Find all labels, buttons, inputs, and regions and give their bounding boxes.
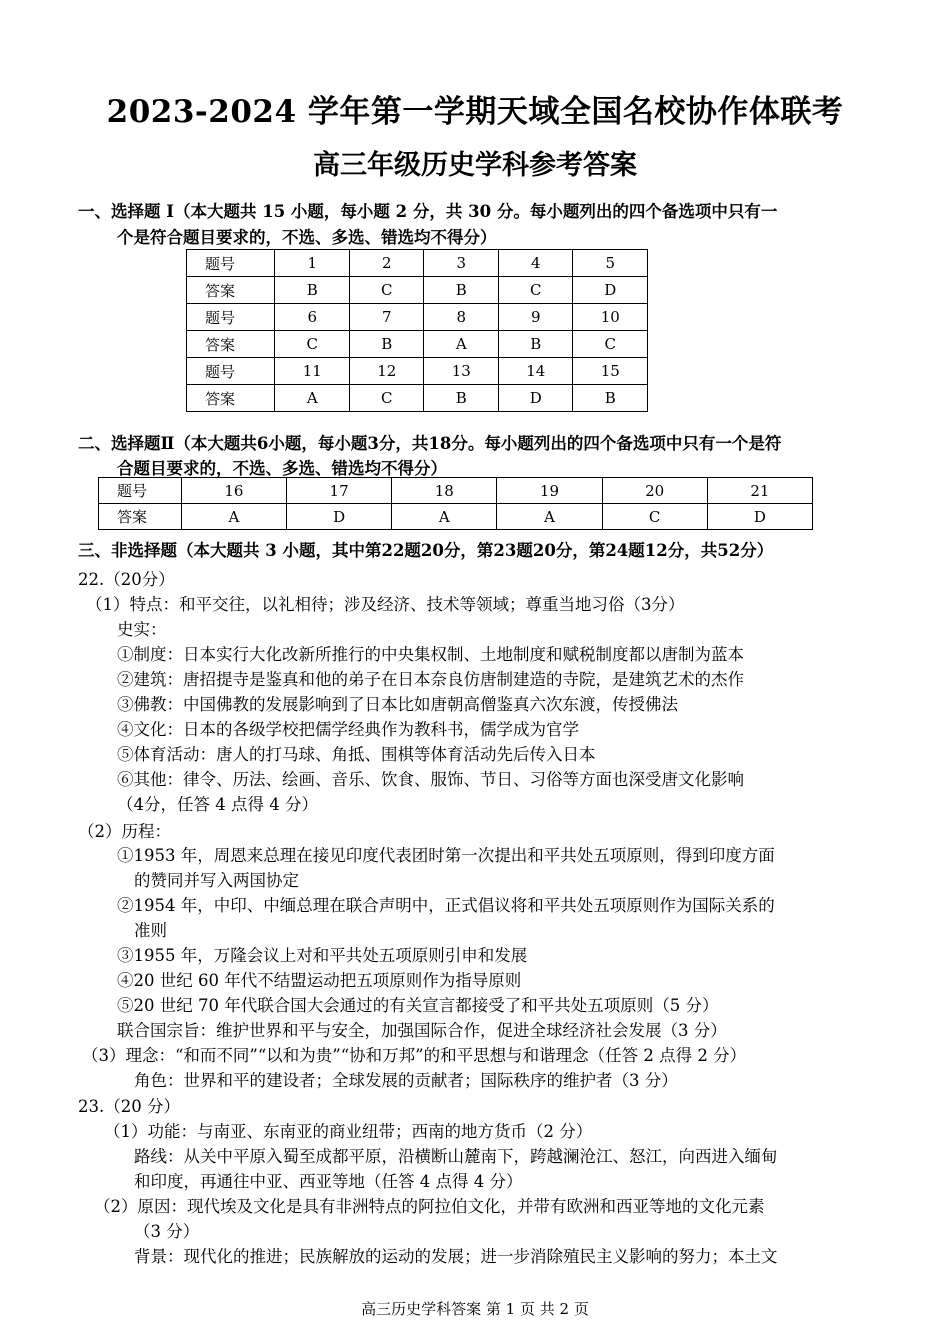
document-title: 2023-2024 学年第一学期天域全国名校协作体联考 [106, 94, 844, 130]
table-cell: C [573, 331, 648, 358]
table-cell: B [349, 331, 424, 358]
table-cell: C [498, 277, 573, 304]
table-cell: 8 [424, 304, 499, 331]
table-row [99, 478, 813, 504]
section2-heading-line2: 合题目要求的，不选、多选、错选均不得分） [117, 459, 447, 478]
answer-line: ①1953 年，周恩来总理在接见印度代表团时第一次提出和平共处五项原则，得到印度方面 [117, 846, 775, 865]
table-cell: 21 [707, 478, 812, 504]
table-cell: 2 [349, 250, 424, 277]
table-cell: D [573, 277, 648, 304]
answer-line: 联合国宗旨：维护世界和平与安全，加强国际合作，促进全球经济社会发展（3 分） [117, 1021, 727, 1040]
table-cell: 20 [602, 478, 707, 504]
row-label: 答案 [99, 504, 182, 530]
answer-line: ④文化：日本的各级学校把儒学经典作为教科书，儒学成为官学 [117, 720, 579, 739]
answer-line: ⑤体育活动：唐人的打马球、角抵、围棋等体育活动先后传入日本 [117, 745, 596, 764]
answer-line: 背景：现代化的推进；民族解放的运动的发展；进一步消除殖民主义影响的努力；本土文 [134, 1247, 778, 1266]
table-cell: B [573, 385, 648, 412]
row-label: 题号 [187, 250, 275, 277]
section1-heading-line1: 一、选择题 I（本大题共 15 小题，每小题 2 分，共 30 分。每小题列出的四个备选项中只有一 [78, 202, 778, 221]
row-label: 答案 [187, 277, 275, 304]
row-label: 答案 [187, 331, 275, 358]
answer-line: ②建筑：唐招提寺是鉴真和他的弟子在日本奈良仿唐制建造的寺院，是建筑艺术的杰作 [117, 670, 744, 689]
table-cell: 5 [573, 250, 648, 277]
answer-line: ⑤20 世纪 70 年代联合国大会通过的有关宣言都接受了和平共处五项原则（5 分） [117, 996, 719, 1015]
table-cell: C [349, 385, 424, 412]
table-cell: 18 [392, 478, 497, 504]
table-row [187, 250, 648, 277]
answer-line: 史实： [117, 620, 167, 639]
table-cell: B [498, 331, 573, 358]
table-cell: 3 [424, 250, 499, 277]
table-cell: A [424, 331, 499, 358]
answer-line: ②1954 年，中印、中缅总理在联合声明中，正式倡议将和平共处五项原则作为国际关系的 [117, 896, 775, 915]
table-cell: 17 [287, 478, 392, 504]
choice-table-1 [186, 249, 648, 412]
table-cell: 14 [498, 358, 573, 385]
answer-line: 角色：世界和平的建设者；全球发展的贡献者；国际秩序的维护者（3 分） [134, 1071, 678, 1090]
answer-line: 路线：从关中平原入蜀至成都平原，沿横断山麓南下，跨越澜沧江、怒江，向西进入缅甸 [134, 1147, 778, 1166]
section3-heading: 三、非选择题（本大题共 3 小题，其中第22题20分，第23题20分，第24题12分，共52分） [78, 541, 774, 560]
table-cell: 11 [275, 358, 350, 385]
answer-line: （2）历程： [78, 822, 171, 841]
table-row [187, 331, 648, 358]
answer-line: ⑥其他：律令、历法、绘画、音乐、饮食、服饰、节日、习俗等方面也深受唐文化影响 [117, 770, 744, 789]
section2-heading-line1: 二、选择题Ⅱ（本大题共6小题，每小题3分，共18分。每小题列出的四个备选项中只有一个是符 [78, 434, 782, 453]
table-cell: 15 [573, 358, 648, 385]
answer-line: 22.（20分） [78, 570, 175, 589]
table-cell: D [498, 385, 573, 412]
document-subtitle: 高三年级历史学科参考答案 [313, 150, 637, 181]
answer-line: （1）特点：和平交往，以礼相待；涉及经济、技术等领域；尊重当地习俗（3分） [86, 595, 685, 614]
row-label: 答案 [187, 385, 275, 412]
answer-line: ③佛教：中国佛教的发展影响到了日本比如唐朝高僧鉴真六次东渡，传授佛法 [117, 695, 678, 714]
page-footer: 高三历史学科答案 第 1 页 共 2 页 [361, 1300, 589, 1318]
row-label: 题号 [187, 304, 275, 331]
answer-line: 的赞同并写入两国协定 [134, 871, 299, 890]
table-cell: C [349, 277, 424, 304]
answer-line: ④20 世纪 60 年代不结盟运动把五项原则作为指导原则 [117, 971, 522, 990]
answer-line: （2）原因：现代埃及文化是具有非洲特点的阿拉伯文化，并带有欧洲和西亚等地的文化元素 [94, 1197, 765, 1216]
answer-line: ③1955 年，万隆会议上对和平共处五项原则引申和发展 [117, 946, 528, 965]
choice-table-2 [98, 477, 813, 530]
table-cell: C [602, 504, 707, 530]
table-row [187, 358, 648, 385]
table-row [187, 277, 648, 304]
table-cell: D [287, 504, 392, 530]
table-cell: B [424, 385, 499, 412]
answer-line: ①制度：日本实行大化改新所推行的中央集权制、土地制度和赋税制度都以唐制为蓝本 [117, 645, 744, 664]
table-cell: 13 [424, 358, 499, 385]
answer-line: （3 分） [134, 1222, 200, 1241]
table-cell: C [275, 331, 350, 358]
table-cell: 1 [275, 250, 350, 277]
table-cell: 4 [498, 250, 573, 277]
answer-line: （1）功能：与南亚、东南亚的商业纽带；西南的地方货币（2 分） [104, 1122, 593, 1141]
table-cell: B [275, 277, 350, 304]
table-cell: 19 [497, 478, 602, 504]
table-cell: 16 [181, 478, 286, 504]
table-cell: 12 [349, 358, 424, 385]
table-cell: 6 [275, 304, 350, 331]
table-cell: A [497, 504, 602, 530]
answer-line: （3）理念：“和而不同”“以和为贵”“协和万邦”的和平思想与和谐理念（任答 2 点得 2 分） [82, 1046, 747, 1065]
answer-line: （4分，任答 4 点得 4 分） [117, 795, 318, 814]
table-cell: 7 [349, 304, 424, 331]
answer-line: 23.（20 分） [78, 1097, 180, 1116]
answer-line: 和印度，再通往中亚、西亚等地（任答 4 点得 4 分） [134, 1172, 523, 1191]
table-cell: A [392, 504, 497, 530]
table-cell: D [707, 504, 812, 530]
row-label: 题号 [187, 358, 275, 385]
table-cell: 9 [498, 304, 573, 331]
table-row [187, 385, 648, 412]
table-row [99, 504, 813, 530]
table-cell: A [181, 504, 286, 530]
table-cell: A [275, 385, 350, 412]
section1-heading-line2: 个是符合题目要求的，不选、多选、错选均不得分） [117, 228, 497, 247]
table-cell: 10 [573, 304, 648, 331]
answer-line: 准则 [134, 921, 167, 940]
table-row [187, 304, 648, 331]
row-label: 题号 [99, 478, 182, 504]
table-cell: B [424, 277, 499, 304]
